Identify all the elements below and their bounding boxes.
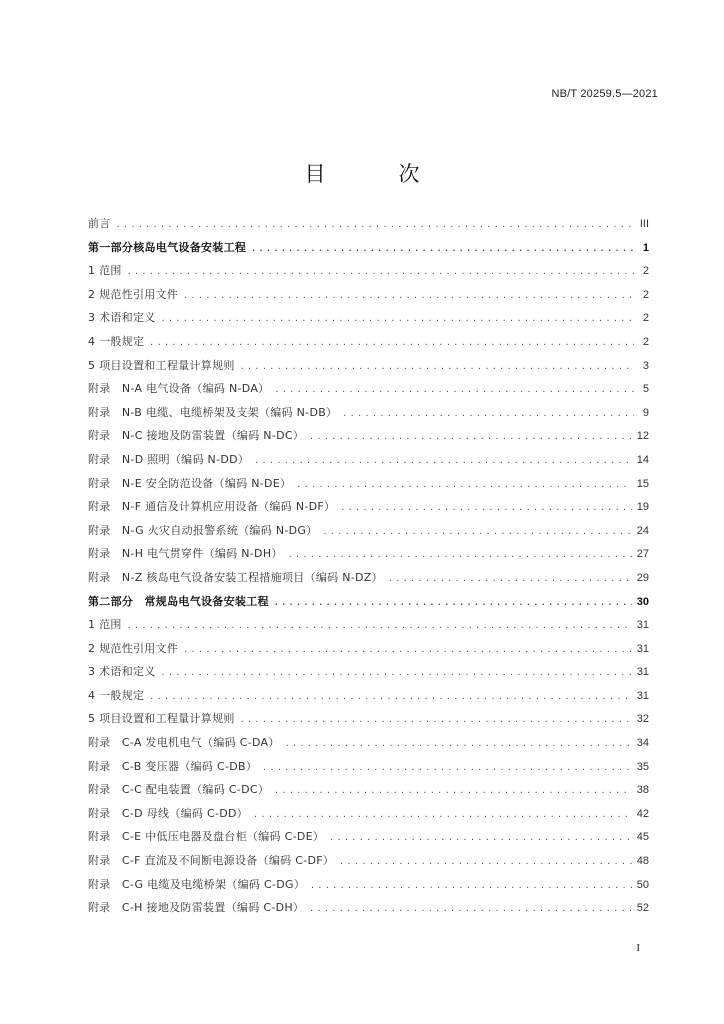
toc-part-heading[interactable] (88, 590, 649, 614)
toc-entry-label: 第二部分 常规岛电气设备安装工程 (88, 594, 269, 608)
toc-dot-leader (161, 661, 632, 685)
toc-entry-label: 1 范围 (88, 264, 122, 278)
toc-entry-label: 附录 C-A 发电机电气（编码 C-DA） (88, 736, 280, 750)
toc-entry-label: 附录 C-B 变压器（编码 C-DB） (88, 759, 258, 773)
toc-entry-page: 24 (636, 524, 649, 537)
toc-entry-label: 附录 C-E 中低压电器及盘台柜（编码 C-DE） (88, 830, 325, 844)
page-number: I (636, 942, 640, 954)
document-code: NB/T 20259.5—2021 (551, 88, 658, 100)
toc-entry[interactable] (88, 802, 649, 826)
toc-entry-label: 附录 N-A 电气设备（编码 N-DA） (88, 382, 270, 396)
toc-entry-page: 31 (636, 666, 649, 679)
toc-entry-page: 42 (636, 807, 649, 820)
page-title: 目 次 (304, 162, 446, 186)
toc-dot-leader (339, 850, 632, 874)
toc-entry-label: 附录 N-Z 核岛电气设备安装工程措施项目（编码 N-DZ） (88, 570, 383, 584)
toc-entry[interactable] (88, 778, 649, 802)
toc-entry[interactable] (88, 873, 649, 897)
toc-dot-leader (310, 874, 632, 898)
toc-entry-label: 附录 N-C 接地及防雷装置（编码 N-DC） (88, 429, 305, 443)
toc-entry-page: 45 (636, 831, 649, 844)
toc-entry[interactable] (88, 377, 649, 401)
toc-entry[interactable] (88, 330, 649, 354)
toc-dot-leader (288, 543, 632, 567)
toc-part-heading[interactable] (88, 236, 649, 260)
toc-entry-page: 29 (636, 571, 649, 584)
toc-entry-label: 3 术语和定义 (88, 311, 156, 325)
toc-entry-label: 前言 (88, 217, 111, 230)
toc-dot-leader (342, 402, 634, 426)
toc-entry[interactable] (88, 212, 649, 236)
toc-entry-page: 14 (636, 453, 649, 466)
toc-entry-label: 附录 N-H 电气贯穿件（编码 N-DH） (88, 547, 283, 561)
toc-entry-page: 2 (642, 312, 649, 325)
toc-entry-page: 19 (636, 501, 649, 514)
toc-entry-label: 2 规范性引用文件 (88, 641, 179, 655)
toc-entry[interactable] (88, 424, 649, 448)
toc-dot-leader (240, 355, 634, 379)
toc-dot-leader (274, 779, 632, 803)
toc-entry-label: 第一部分核岛电气设备安装工程 (88, 240, 247, 254)
toc-entry[interactable] (88, 825, 649, 849)
toc-dot-leader (388, 567, 632, 591)
toc-dot-leader (127, 260, 634, 284)
toc-entry-page: 2 (642, 265, 649, 278)
toc-entry-page: 31 (636, 689, 649, 702)
toc-entry-label: 2 规范性引用文件 (88, 287, 179, 301)
toc-entry-label: 3 术语和定义 (88, 665, 156, 679)
toc-entry[interactable] (88, 731, 649, 755)
toc-entry[interactable] (88, 519, 649, 543)
toc-entry[interactable] (88, 472, 649, 496)
toc-entry-page: 1 (642, 241, 649, 254)
toc-entry[interactable] (88, 660, 649, 684)
toc-dot-leader (240, 708, 632, 732)
toc-entry-page: III (639, 218, 649, 230)
toc-entry-label: 附录 C-D 母线（编码 C-DD） (88, 806, 249, 820)
toc-entry[interactable] (88, 896, 649, 920)
toc-entry[interactable] (88, 542, 649, 566)
toc-entry[interactable] (88, 448, 649, 472)
toc-entry-page: 5 (642, 383, 649, 396)
toc-dot-leader (340, 496, 631, 520)
toc-entry-page: 31 (636, 619, 649, 632)
toc-dot-leader (116, 213, 634, 237)
toc-entry-label: 附录 C-F 直流及不间断电源设备（编码 C-DF） (88, 854, 335, 868)
toc-dot-leader (309, 897, 632, 921)
toc-entry-page: 34 (636, 737, 649, 750)
toc-dot-leader (262, 756, 632, 780)
toc-entry-page: 30 (636, 595, 649, 608)
toc-entry-label: 5 项目设置和工程量计算规则 (88, 358, 235, 372)
toc-entry-page: 35 (636, 760, 649, 773)
toc-entry-page: 48 (636, 855, 649, 868)
toc-entry[interactable] (88, 354, 649, 378)
toc-entry-page: 38 (636, 784, 649, 797)
toc-dot-leader (274, 378, 634, 402)
toc-entry-page: 32 (636, 713, 649, 726)
toc-dot-leader (127, 614, 632, 638)
toc-entry[interactable] (88, 283, 649, 307)
toc-entry-page: 12 (636, 430, 649, 443)
toc-dot-leader (274, 591, 632, 615)
toc-dot-leader (251, 237, 634, 261)
toc-entry-label: 附录 N-B 电缆、电缆桥架及支架（编码 N-DB） (88, 405, 338, 419)
toc-entry[interactable] (88, 401, 649, 425)
toc-entry-label: 1 范围 (88, 618, 122, 632)
toc-dot-leader (149, 331, 634, 355)
toc-entry-page: 2 (642, 335, 649, 348)
table-of-contents (88, 212, 649, 920)
toc-entry[interactable] (88, 707, 649, 731)
toc-entry[interactable] (88, 637, 649, 661)
toc-entry-label: 附录 C-H 接地及防雷装置（编码 C-DH） (88, 901, 305, 915)
toc-entry-page: 27 (636, 548, 649, 561)
toc-entry[interactable] (88, 306, 649, 330)
toc-dot-leader (183, 638, 632, 662)
toc-dot-leader (253, 803, 632, 827)
toc-dot-leader (183, 284, 634, 308)
toc-entry-page: 50 (636, 878, 649, 891)
toc-entry-label: 4 一般规定 (88, 688, 145, 702)
toc-dot-leader (309, 425, 632, 449)
toc-entry[interactable] (88, 684, 649, 708)
toc-dot-leader (161, 307, 634, 331)
toc-dot-leader (296, 473, 631, 497)
toc-entry-page: 31 (636, 642, 649, 655)
toc-dot-leader (323, 520, 632, 544)
toc-entry[interactable] (88, 566, 649, 590)
toc-dot-leader (285, 732, 632, 756)
toc-entry[interactable] (88, 613, 649, 637)
toc-entry-label: 附录 C-G 电缆及电缆桥架（编码 C-DG） (88, 877, 306, 891)
toc-entry-page: 9 (642, 406, 649, 419)
toc-dot-leader (149, 685, 631, 709)
toc-entry-label: 附录 C-C 配电装置（编码 C-DC） (88, 783, 270, 797)
toc-entry-page: 52 (636, 902, 649, 915)
toc-entry[interactable] (88, 495, 649, 519)
toc-entry[interactable] (88, 755, 649, 779)
toc-entry-label: 附录 N-E 安全防范设备（编码 N-DE） (88, 476, 292, 490)
toc-dot-leader (254, 449, 632, 473)
toc-entry-label: 5 项目设置和工程量计算规则 (88, 712, 235, 726)
toc-entry-label: 附录 N-D 照明（编码 N-DD） (88, 452, 250, 466)
toc-entry[interactable] (88, 849, 649, 873)
toc-entry[interactable] (88, 259, 649, 283)
toc-entry-label: 附录 N-F 通信及计算机应用设备（编码 N-DF） (88, 500, 336, 514)
toc-entry-label: 4 一般规定 (88, 334, 145, 348)
toc-entry-page: 3 (642, 359, 649, 372)
toc-dot-leader (329, 826, 632, 850)
toc-entry-page: 2 (642, 288, 649, 301)
toc-entry-page: 15 (636, 477, 649, 490)
toc-entry-label: 附录 N-G 火灾自动报警系统（编码 N-DG） (88, 523, 318, 537)
